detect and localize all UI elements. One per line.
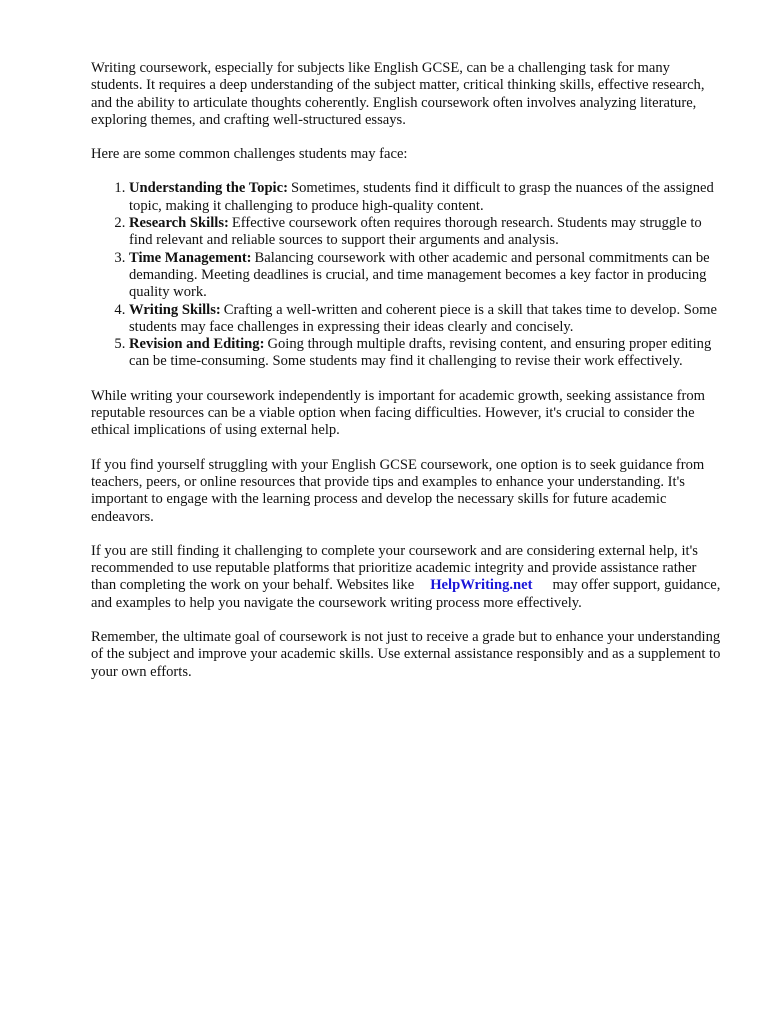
list-item-text: Sometimes, students find it difficult to grasp the nuances of the assigned topic, making it challenging to produce high-quality content. <box>129 180 714 214</box>
intro-paragraph: Writing coursework, especially for subjects like English GCSE, can be a challenging task for many students. It requires a deep understanding of the subject matter, critical thinking skills, effective research, and the ability to articulate thoughts coherently. English coursework often involves analyzing literature, exploring themes, and crafting well-structured essays. <box>91 60 705 128</box>
closing-paragraph: Remember, the ultimate goal of coursework is not just to receive a grade but to enhance your understanding of the subject and improve your academic skills. Use external assistance responsibly and as a supplement to your own efforts. <box>91 629 721 680</box>
external-help-paragraph <box>91 543 721 612</box>
list-item-term: Revision and Editing: <box>129 336 265 353</box>
independence-paragraph: While writing your coursework independently is important for academic growth, seeking assistance from reputable resources can be a viable option when facing difficulties. However, it's crucial to consider the ethical implications of using external help. <box>91 387 705 439</box>
list-item <box>129 215 721 250</box>
list-item <box>129 250 721 302</box>
list-item-term: Research Skills: <box>129 215 229 232</box>
helpwriting-link[interactable]: HelpWriting.net <box>430 577 533 594</box>
challenges-list <box>91 180 721 370</box>
list-item <box>129 180 721 215</box>
list-item-text: Effective coursework often requires thorough research. Students may struggle to find relevant and reliable sources to support their arguments and analysis. <box>129 215 702 249</box>
document-page <box>91 60 721 698</box>
external-help-text-after: may offer support, guidance, and examples to help you navigate the coursework writing process more effectively. <box>91 577 721 611</box>
struggling-paragraph: If you find yourself struggling with your English GCSE coursework, one option is to seek guidance from teachers, peers, or online resources that provide tips and examples to enhance your understanding. It's important to engage with the learning process and develop the necessary skills for future academic endeavors. <box>91 456 705 525</box>
list-item-term: Writing Skills: <box>129 301 221 318</box>
list-item-text: Going through multiple drafts, revising content, and ensuring proper editing can be time-consuming. Some students may find it challenging to revise their work effectively. <box>129 336 712 370</box>
list-item-term: Time Management: <box>129 249 252 266</box>
challenges-lead-paragraph: Here are some common challenges students may face: <box>91 146 408 163</box>
list-item-text: Crafting a well-written and coherent piece is a skill that takes time to develop. Some students may face challenges in expressing their ideas clearly and concisely. <box>129 301 717 335</box>
list-item <box>129 302 721 337</box>
list-item-text: Balancing coursework with other academic and personal commitments can be demanding. Meeting deadlines is crucial, and time management becomes a key factor in producing quality work. <box>129 249 710 301</box>
list-item <box>129 336 721 371</box>
external-help-text-before: If you are still finding it challenging to complete your coursework and are considering external help, it's recommended to use reputable platforms that prioritize academic integrity and provide assistance rather than completing the work on your behalf. Websites like <box>91 542 698 594</box>
list-item-term: Understanding the Topic: <box>129 180 288 197</box>
